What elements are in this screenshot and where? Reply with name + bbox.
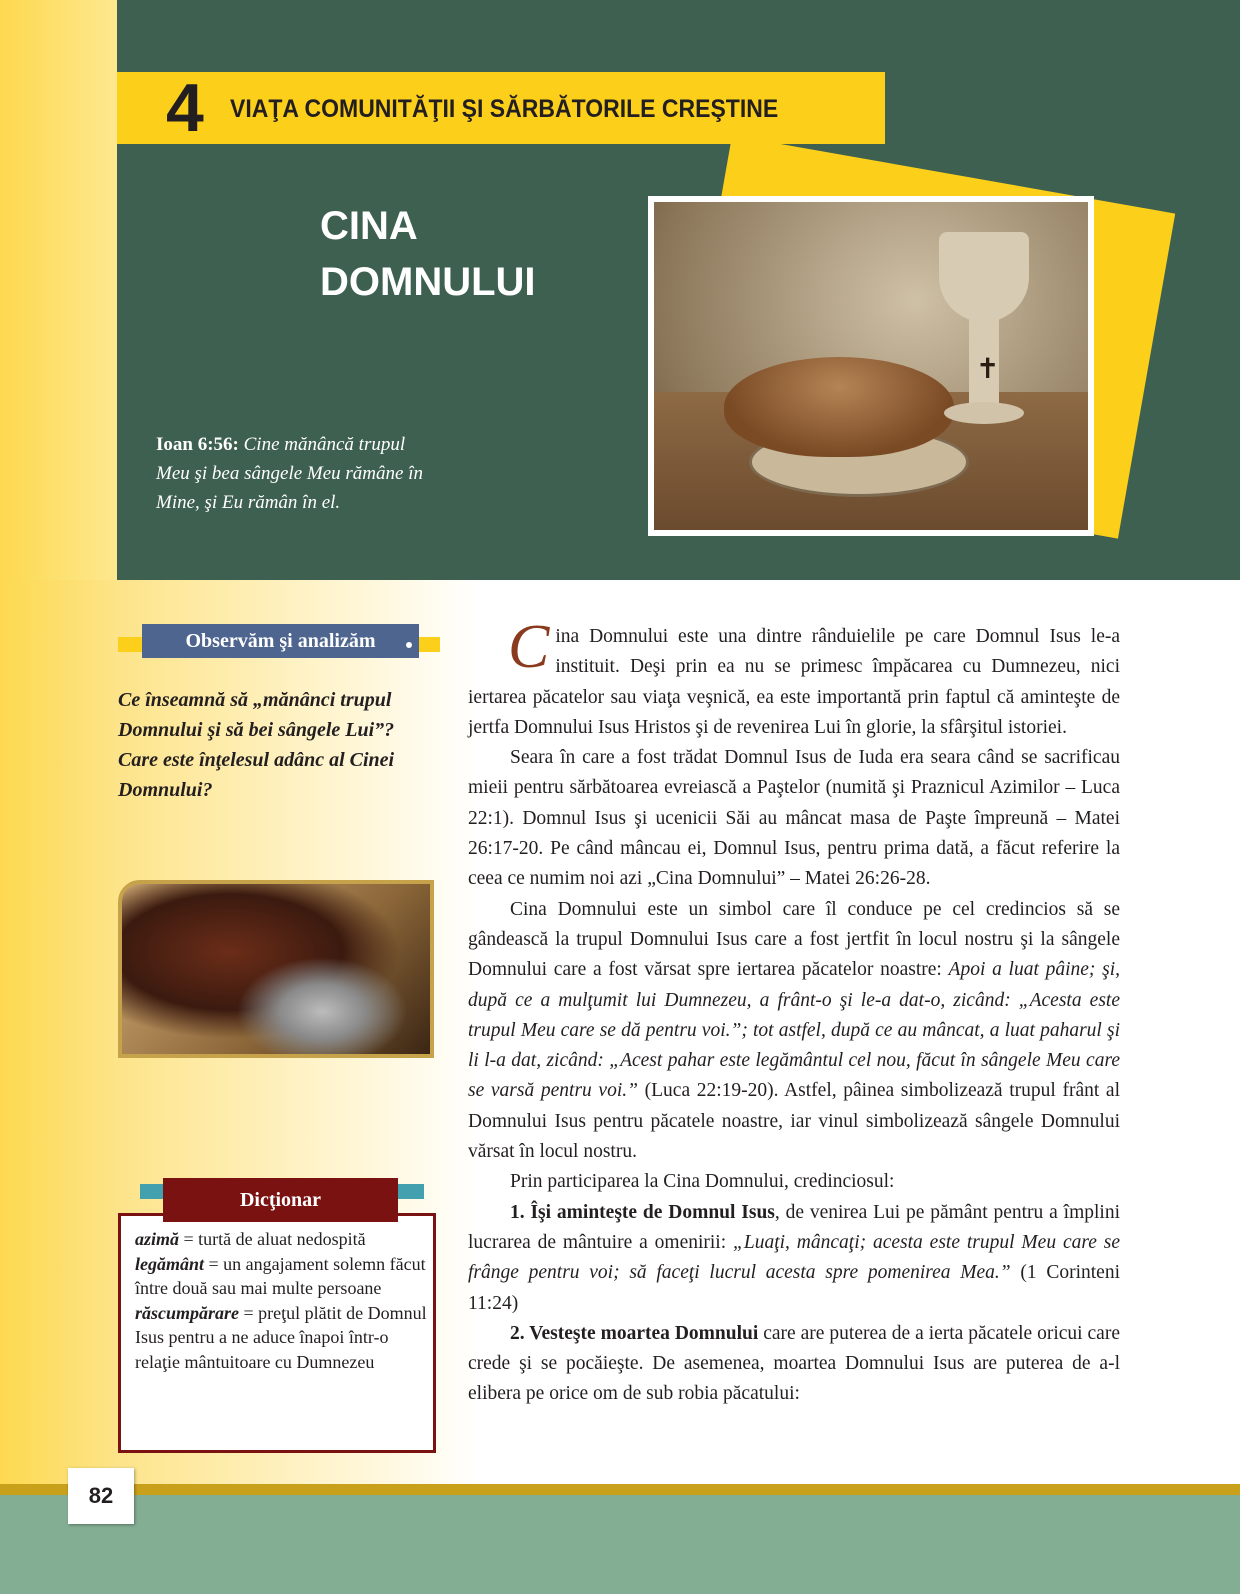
- main-text: [468, 613, 1120, 1410]
- definition: = preţul plătit de Domnul Isus pentru a ne aduce înapoi într-o relaţie mântuitoare cu Dumnezeu: [135, 1302, 427, 1372]
- paragraph: Seara în care a fost trădat Domnul Isus de Iuda era seara când se sacrificau mieii pentru sărbătoarea evreiască a Paştelor (numită şi Praznicul Azimilor – Luca 22:1). Domnul Isus şi ucenicii Săi au mâncat masa de Paşte împreună – Matei 26:17-20. Pe când mâncau ei, Domnul Isus, pentru prima dată, a făcut referire la ceea ce numim noi azi „Cina Domnului” – Matei 26:26-28.: [468, 747, 1120, 890]
- paragraph-text: Cina Domnului este un simbol care îl conduce pe cel credincios să se gândească la trupul Domnului Isus care a fost jertfit în locul nostru şi la sângele Domnului care a fost vărsat spre iertarea păcatelor noastre:: [468, 898, 1120, 981]
- drop-cap: C: [508, 613, 550, 681]
- footer-line: [0, 1484, 1240, 1495]
- observe-heading: Observăm şi analizăm: [142, 624, 419, 658]
- paragraph: Prin participarea la Cina Domnului, credinciosul:: [510, 1171, 895, 1193]
- chapter-number: 4: [166, 70, 204, 146]
- chapter-title: VIAŢA COMUNITĂŢII ŞI SĂRBĂTORILE CREŞTINE: [230, 95, 779, 123]
- paragraph: [468, 613, 1120, 743]
- paragraph: [468, 1198, 1120, 1319]
- paragraph: [468, 1319, 1120, 1410]
- dictionary-entry: [135, 1301, 430, 1375]
- bread-and-cup-photo: [648, 196, 1094, 536]
- definition: = un angajament solemn făcut între două sau mai multe persoane: [135, 1253, 426, 1298]
- paragraph-text: , de venirea Lui pe pământ pentru a împlini lucrarea de mântuire a omenirii:: [468, 1201, 1120, 1253]
- dictionary-entry: [135, 1227, 430, 1252]
- point-heading: 2. Vesteşte moartea Domnului: [510, 1322, 759, 1344]
- term: azimă: [135, 1229, 180, 1249]
- definition: = turtă de aluat nedospită: [179, 1229, 366, 1249]
- verse-ref: Ioan 6:56:: [156, 434, 239, 455]
- point-heading: 1. Îşi aminteşte de Domnul Isus: [510, 1201, 775, 1223]
- chalice-base: [944, 402, 1024, 424]
- dictionary-entries: [135, 1227, 430, 1374]
- dictionary-heading: Dicţionar: [163, 1178, 398, 1222]
- paragraph: [468, 895, 1120, 1168]
- coins-pouch-image: [118, 880, 434, 1058]
- chalice-image: [939, 232, 1029, 322]
- dictionary-entry: [135, 1252, 430, 1301]
- lesson-title-line2: DOMNULUI: [320, 260, 536, 304]
- paragraph-text: (1 Corinteni 11:24): [468, 1262, 1120, 1314]
- scripture-quote: Apoi a luat pâine; şi, după ce a mulţumit lui Dumnezeu, a frânt-o şi le-a dat-o, zicând: „Acesta este trupul Meu care se dă pentru voi.”; tot astfel, după ce au mâncat, a luat paharul şi li l-a dat, zicând: „Acest pahar este legământul cel nou, făcut în sângele Meu care se varsă pentru voi.”: [468, 959, 1120, 1102]
- footer-band: [0, 1495, 1240, 1594]
- cross-icon: ✝: [976, 352, 1000, 385]
- scripture-quote: „Luaţi, mâncaţi; acesta este trupul Meu care se frânge pentru voi; să faceţi lucrul acesta spre pomenirea Mea.”: [468, 1231, 1120, 1284]
- dot-icon: [406, 642, 412, 648]
- left-strip: [0, 0, 117, 580]
- verse-quote: [156, 430, 426, 517]
- bread-image: [724, 357, 954, 457]
- lesson-title: [320, 198, 536, 310]
- observe-question: Ce înseamnă să „mănânci trupul Domnului şi să bei sângele Lui”? Care este înţelesul adânc al Cinei Domnului?: [118, 689, 395, 801]
- term: legământ: [135, 1253, 205, 1274]
- paragraph-text: ina Domnului este una dintre rânduielile pe care Domnul Isus le-a instituit. Deşi prin ea nu se primesc împăcarea cu Dumnezeu, nici iertarea păcatelor sau viaţa veşnică, ea este importantă prin faptul că aminteşte de jertfa Domnului Isus Hristos şi de revenirea Lui în glorie, la sfârşitul istoriei.: [468, 626, 1120, 738]
- lesson-title-line1: CINA: [320, 204, 418, 248]
- paragraph-text: care are puterea de a ierta păcatele oricui care crede şi se pocăieşte. De asemenea, moartea Domnului Isus are puterea de a-l elibera pe orice om de sub robia păcatului:: [468, 1322, 1120, 1405]
- paragraph-text: (Luca 22:19-20). Astfel, pâinea simbolizează trupul frânt al Domnului Isus pentru păcatele noastre, iar vinul simbolizează sângele Domnului vărsat în locul nostru.: [468, 1080, 1120, 1163]
- page-number: 82: [68, 1468, 134, 1524]
- verse-text: Cine mănâncă trupul Meu şi bea sângele Meu rămâne în Mine, şi Eu rămân în el.: [156, 434, 423, 513]
- term: răscumpărare: [135, 1302, 240, 1323]
